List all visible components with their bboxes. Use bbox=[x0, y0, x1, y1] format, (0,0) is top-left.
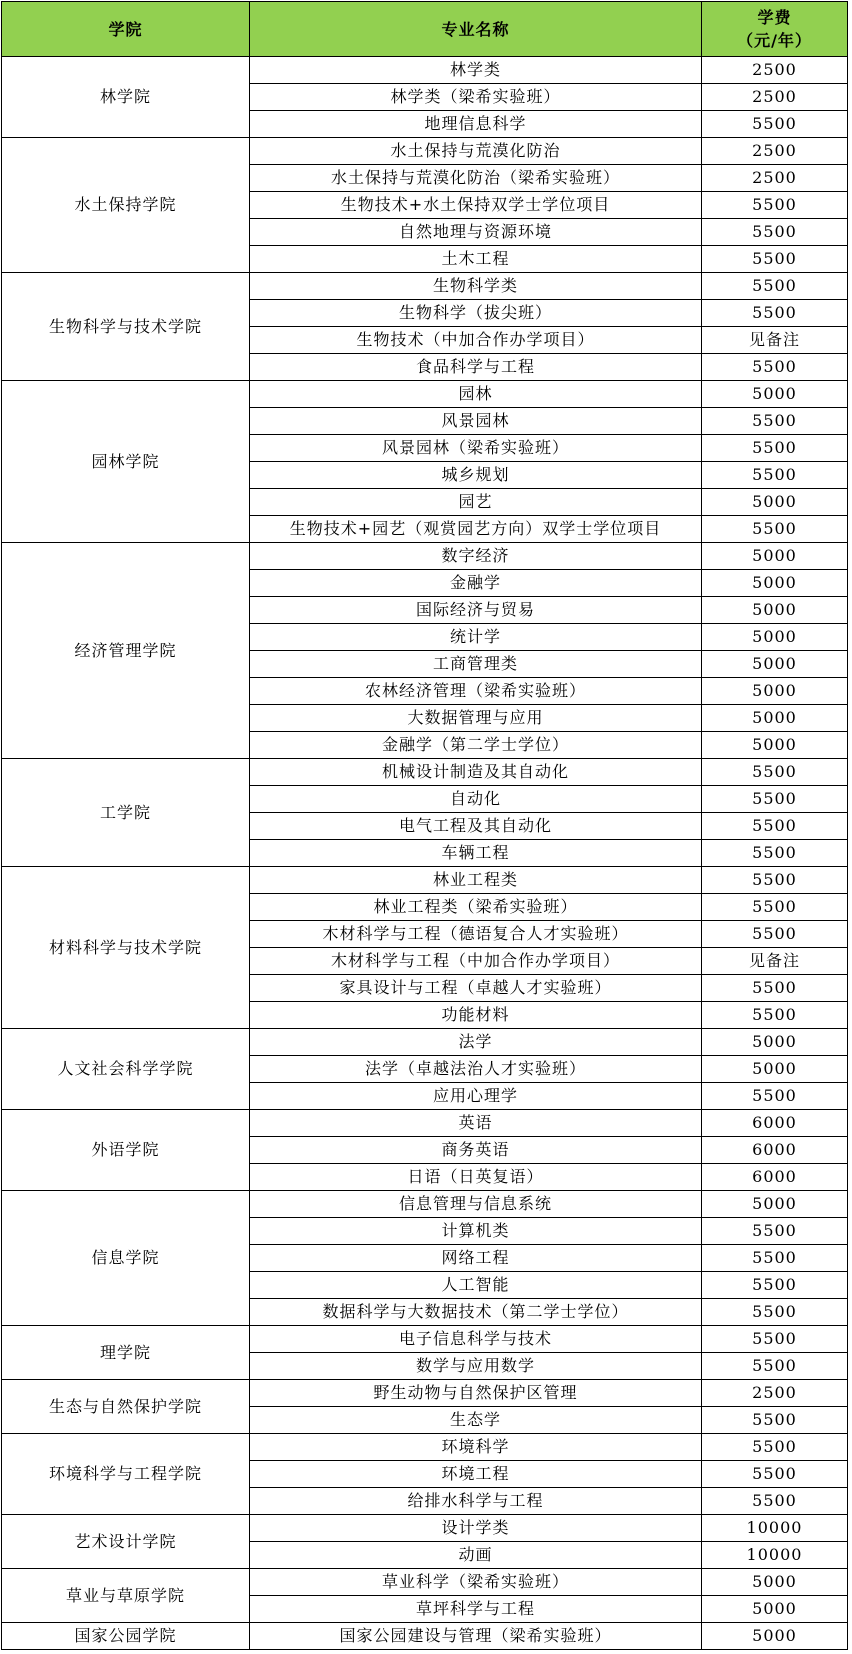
major-name: 生物技术+水土保持双学士学位项目 bbox=[250, 192, 702, 219]
tuition-fee: 2500 bbox=[702, 138, 848, 165]
table-row bbox=[2, 1191, 848, 1218]
major-name: 水土保持与荒漠化防治（梁希实验班） bbox=[250, 165, 702, 192]
table-row bbox=[2, 1434, 848, 1461]
college-name: 经济管理学院 bbox=[2, 543, 250, 759]
major-name: 风景园林（梁希实验班） bbox=[250, 435, 702, 462]
tuition-fee: 5500 bbox=[702, 1326, 848, 1353]
major-name: 日语（日英复语） bbox=[250, 1164, 702, 1191]
tuition-fee: 5500 bbox=[702, 111, 848, 138]
college-name: 水土保持学院 bbox=[2, 138, 250, 273]
tuition-fee: 6000 bbox=[702, 1137, 848, 1164]
tuition-fee: 5000 bbox=[702, 678, 848, 705]
tuition-fee: 5500 bbox=[702, 1002, 848, 1029]
tuition-fee: 5000 bbox=[702, 489, 848, 516]
major-name: 国际经济与贸易 bbox=[250, 597, 702, 624]
table-row bbox=[2, 57, 848, 84]
table-row bbox=[2, 1380, 848, 1407]
major-name: 应用心理学 bbox=[250, 1083, 702, 1110]
header-fee bbox=[702, 2, 848, 57]
table-body bbox=[2, 57, 848, 1650]
major-name: 数据科学与大数据技术（第二学士学位） bbox=[250, 1299, 702, 1326]
major-name: 水土保持与荒漠化防治 bbox=[250, 138, 702, 165]
major-name: 数学与应用数学 bbox=[250, 1353, 702, 1380]
major-name: 大数据管理与应用 bbox=[250, 705, 702, 732]
tuition-fee: 5500 bbox=[702, 1407, 848, 1434]
tuition-fee: 5000 bbox=[702, 1596, 848, 1623]
tuition-fee: 10000 bbox=[702, 1515, 848, 1542]
table-row bbox=[2, 867, 848, 894]
major-name: 园艺 bbox=[250, 489, 702, 516]
major-name: 地理信息科学 bbox=[250, 111, 702, 138]
major-name: 统计学 bbox=[250, 624, 702, 651]
tuition-fee: 5500 bbox=[702, 246, 848, 273]
tuition-fee: 2500 bbox=[702, 84, 848, 111]
tuition-fee: 5500 bbox=[702, 975, 848, 1002]
table-header bbox=[2, 2, 848, 57]
major-name: 网络工程 bbox=[250, 1245, 702, 1272]
college-name: 材料科学与技术学院 bbox=[2, 867, 250, 1029]
major-name: 英语 bbox=[250, 1110, 702, 1137]
tuition-fee: 5500 bbox=[702, 435, 848, 462]
tuition-fee: 5500 bbox=[702, 1245, 848, 1272]
tuition-fee: 5000 bbox=[702, 1569, 848, 1596]
major-name: 数字经济 bbox=[250, 543, 702, 570]
header-college: 学院 bbox=[2, 2, 250, 57]
major-name: 车辆工程 bbox=[250, 840, 702, 867]
table-row bbox=[2, 1110, 848, 1137]
header-major: 专业名称 bbox=[250, 2, 702, 57]
major-name: 工商管理类 bbox=[250, 651, 702, 678]
major-name: 电子信息科学与技术 bbox=[250, 1326, 702, 1353]
tuition-fee: 5000 bbox=[702, 651, 848, 678]
tuition-fee: 5500 bbox=[702, 867, 848, 894]
major-name: 环境工程 bbox=[250, 1461, 702, 1488]
major-name: 国家公园建设与管理（梁希实验班） bbox=[250, 1623, 702, 1650]
tuition-fee: 2500 bbox=[702, 165, 848, 192]
major-name: 环境科学 bbox=[250, 1434, 702, 1461]
header-row bbox=[2, 2, 848, 57]
major-name: 法学 bbox=[250, 1029, 702, 1056]
table-row bbox=[2, 1326, 848, 1353]
tuition-fee: 2500 bbox=[702, 1380, 848, 1407]
table-row bbox=[2, 759, 848, 786]
tuition-fee: 5500 bbox=[702, 1218, 848, 1245]
major-name: 自然地理与资源环境 bbox=[250, 219, 702, 246]
major-name: 农林经济管理（梁希实验班） bbox=[250, 678, 702, 705]
tuition-fee: 5500 bbox=[702, 786, 848, 813]
major-name: 生态学 bbox=[250, 1407, 702, 1434]
college-name: 林学院 bbox=[2, 57, 250, 138]
header-fee-unit: （元/年） bbox=[737, 31, 812, 50]
tuition-fee: 5000 bbox=[702, 624, 848, 651]
tuition-fee: 5000 bbox=[702, 1191, 848, 1218]
tuition-fee: 见备注 bbox=[702, 327, 848, 354]
tuition-fee: 5500 bbox=[702, 1272, 848, 1299]
tuition-fee: 5500 bbox=[702, 894, 848, 921]
tuition-fee: 5500 bbox=[702, 1353, 848, 1380]
tuition-fee: 5500 bbox=[702, 1299, 848, 1326]
major-name: 生物技术（中加合作办学项目） bbox=[250, 327, 702, 354]
tuition-fee: 5500 bbox=[702, 1083, 848, 1110]
tuition-fee: 5500 bbox=[702, 408, 848, 435]
tuition-fee: 见备注 bbox=[702, 948, 848, 975]
major-name: 自动化 bbox=[250, 786, 702, 813]
tuition-fee: 5500 bbox=[702, 354, 848, 381]
college-name: 工学院 bbox=[2, 759, 250, 867]
table-row bbox=[2, 543, 848, 570]
tuition-fee: 10000 bbox=[702, 1542, 848, 1569]
major-name: 林学类 bbox=[250, 57, 702, 84]
tuition-fee: 6000 bbox=[702, 1164, 848, 1191]
tuition-fee: 5500 bbox=[702, 840, 848, 867]
tuition-fee: 5000 bbox=[702, 1029, 848, 1056]
college-name: 环境科学与工程学院 bbox=[2, 1434, 250, 1515]
major-name: 动画 bbox=[250, 1542, 702, 1569]
major-name: 功能材料 bbox=[250, 1002, 702, 1029]
major-name: 家具设计与工程（卓越人才实验班） bbox=[250, 975, 702, 1002]
header-fee-label: 学费 bbox=[757, 8, 792, 27]
major-name: 风景园林 bbox=[250, 408, 702, 435]
college-name: 生态与自然保护学院 bbox=[2, 1380, 250, 1434]
major-name: 林学类（梁希实验班） bbox=[250, 84, 702, 111]
major-name: 电气工程及其自动化 bbox=[250, 813, 702, 840]
tuition-fee: 5000 bbox=[702, 1623, 848, 1650]
college-name: 草业与草原学院 bbox=[2, 1569, 250, 1623]
major-name: 园林 bbox=[250, 381, 702, 408]
tuition-fee: 5500 bbox=[702, 813, 848, 840]
tuition-fee: 5500 bbox=[702, 759, 848, 786]
tuition-table bbox=[1, 1, 848, 1650]
major-name: 信息管理与信息系统 bbox=[250, 1191, 702, 1218]
table-row bbox=[2, 1515, 848, 1542]
major-name: 食品科学与工程 bbox=[250, 354, 702, 381]
major-name: 林业工程类（梁希实验班） bbox=[250, 894, 702, 921]
tuition-fee: 5500 bbox=[702, 1488, 848, 1515]
college-name: 理学院 bbox=[2, 1326, 250, 1380]
table-row bbox=[2, 1029, 848, 1056]
major-name: 木材科学与工程（中加合作办学项目） bbox=[250, 948, 702, 975]
tuition-fee: 5500 bbox=[702, 921, 848, 948]
table-row bbox=[2, 1569, 848, 1596]
college-name: 园林学院 bbox=[2, 381, 250, 543]
major-name: 生物技术+园艺（观赏园艺方向）双学士学位项目 bbox=[250, 516, 702, 543]
table-row bbox=[2, 381, 848, 408]
tuition-fee: 5000 bbox=[702, 543, 848, 570]
tuition-fee: 5500 bbox=[702, 273, 848, 300]
tuition-fee: 5500 bbox=[702, 1434, 848, 1461]
major-name: 人工智能 bbox=[250, 1272, 702, 1299]
college-name: 生物科学与技术学院 bbox=[2, 273, 250, 381]
major-name: 草坪科学与工程 bbox=[250, 1596, 702, 1623]
major-name: 设计学类 bbox=[250, 1515, 702, 1542]
college-name: 国家公园学院 bbox=[2, 1623, 250, 1650]
tuition-fee: 5000 bbox=[702, 705, 848, 732]
tuition-fee: 5000 bbox=[702, 597, 848, 624]
major-name: 金融学 bbox=[250, 570, 702, 597]
tuition-fee: 5000 bbox=[702, 732, 848, 759]
table-row bbox=[2, 273, 848, 300]
major-name: 金融学（第二学士学位） bbox=[250, 732, 702, 759]
college-name: 信息学院 bbox=[2, 1191, 250, 1326]
tuition-fee: 5500 bbox=[702, 300, 848, 327]
tuition-fee: 5000 bbox=[702, 381, 848, 408]
major-name: 野生动物与自然保护区管理 bbox=[250, 1380, 702, 1407]
major-name: 计算机类 bbox=[250, 1218, 702, 1245]
table-row bbox=[2, 138, 848, 165]
major-name: 法学（卓越法治人才实验班） bbox=[250, 1056, 702, 1083]
college-name: 外语学院 bbox=[2, 1110, 250, 1191]
major-name: 林业工程类 bbox=[250, 867, 702, 894]
table-row bbox=[2, 1623, 848, 1650]
tuition-fee: 5500 bbox=[702, 219, 848, 246]
major-name: 土木工程 bbox=[250, 246, 702, 273]
major-name: 城乡规划 bbox=[250, 462, 702, 489]
major-name: 机械设计制造及其自动化 bbox=[250, 759, 702, 786]
major-name: 商务英语 bbox=[250, 1137, 702, 1164]
major-name: 草业科学（梁希实验班） bbox=[250, 1569, 702, 1596]
college-name: 人文社会科学学院 bbox=[2, 1029, 250, 1110]
tuition-fee: 5500 bbox=[702, 516, 848, 543]
major-name: 木材科学与工程（德语复合人才实验班） bbox=[250, 921, 702, 948]
tuition-fee: 5000 bbox=[702, 1056, 848, 1083]
major-name: 生物科学（拔尖班） bbox=[250, 300, 702, 327]
major-name: 生物科学类 bbox=[250, 273, 702, 300]
tuition-fee: 5500 bbox=[702, 192, 848, 219]
tuition-fee: 5000 bbox=[702, 570, 848, 597]
college-name: 艺术设计学院 bbox=[2, 1515, 250, 1569]
major-name: 给排水科学与工程 bbox=[250, 1488, 702, 1515]
tuition-fee: 2500 bbox=[702, 57, 848, 84]
tuition-fee: 5500 bbox=[702, 462, 848, 489]
tuition-fee: 5500 bbox=[702, 1461, 848, 1488]
tuition-fee: 6000 bbox=[702, 1110, 848, 1137]
